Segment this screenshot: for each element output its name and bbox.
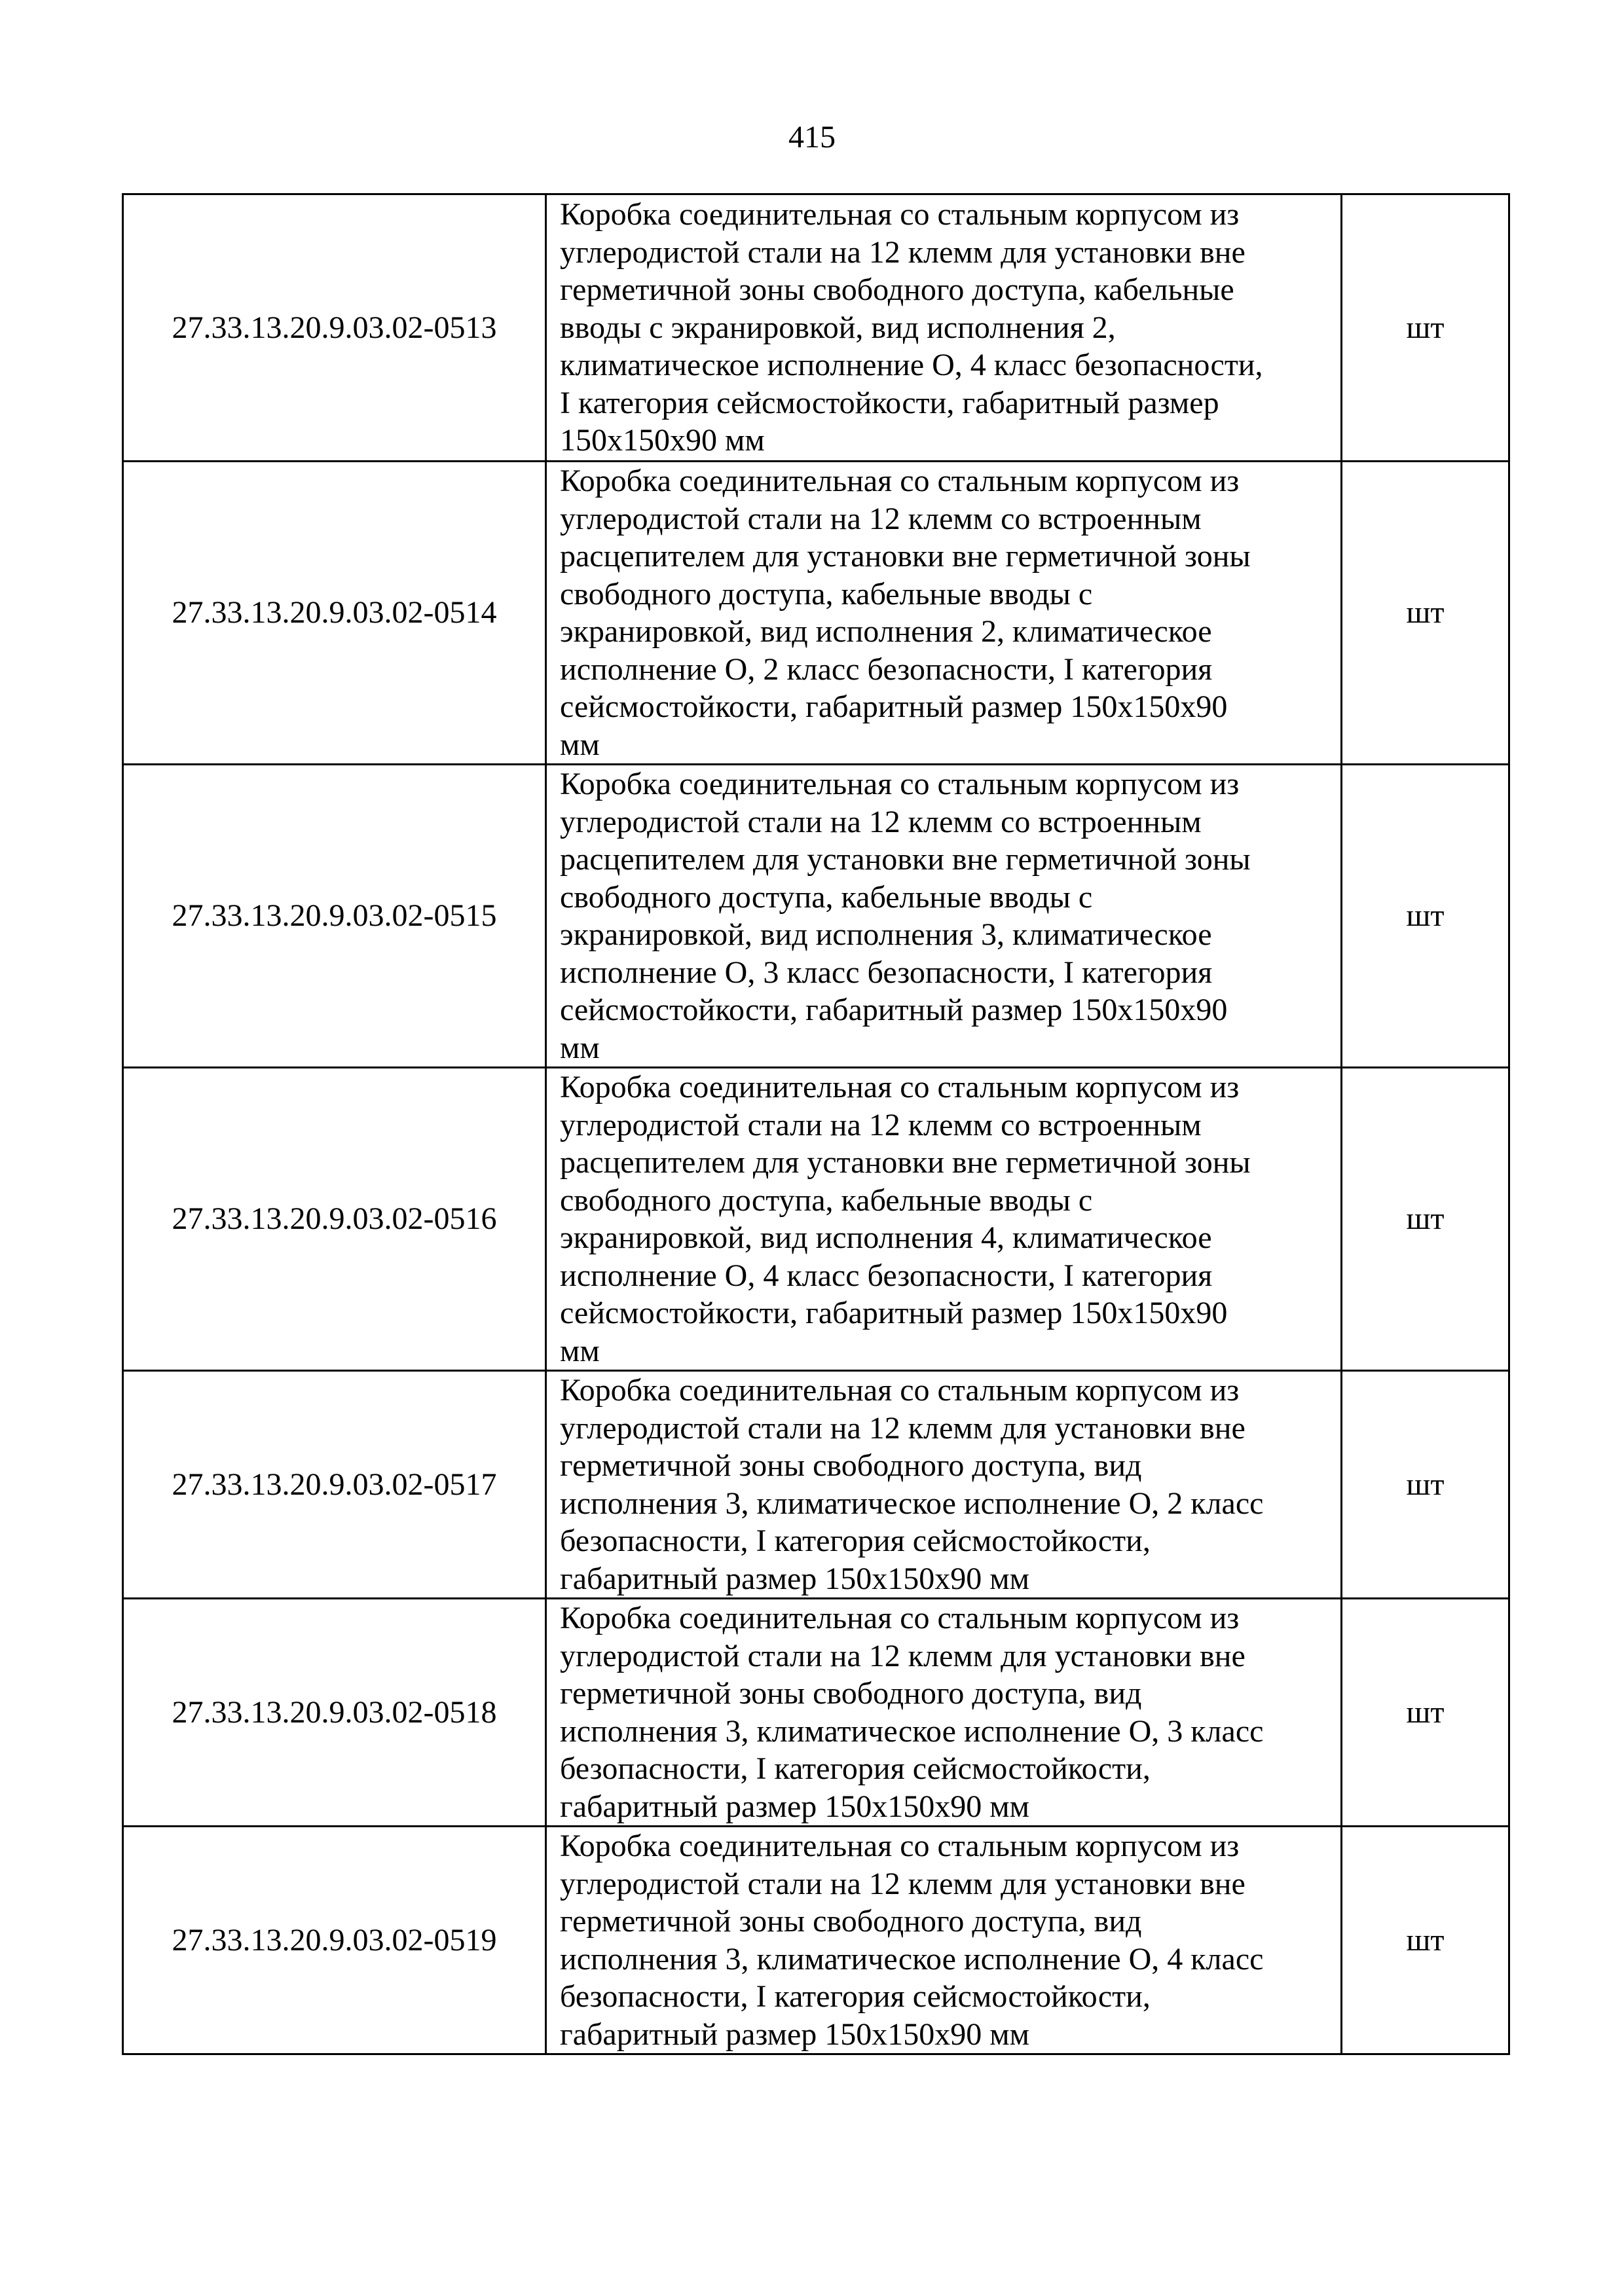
description-line: расцепителем для установки вне герметичной зоны: [560, 842, 1251, 877]
item-description: [546, 1599, 1342, 1827]
item-code: 27.33.13.20.9.03.02-0518: [123, 1599, 546, 1827]
item-description: [546, 462, 1342, 765]
description-line: герметичной зоны свободного доступа, кабельные: [560, 272, 1234, 308]
table-row: [123, 1371, 1509, 1599]
description-line: Коробка соединительная со стальным корпусом из: [560, 1373, 1240, 1408]
description-line: Коробка соединительная со стальным корпусом из: [560, 767, 1240, 801]
description-line: Коробка соединительная со стальным корпусом из: [560, 464, 1240, 498]
description-line: углеродистой стали на 12 клемм со встроенным: [560, 501, 1202, 536]
description-line: экранировкой, вид исполнения 2, климатическое: [560, 614, 1212, 649]
item-unit: шт: [1342, 462, 1509, 765]
item-code: 27.33.13.20.9.03.02-0514: [123, 462, 546, 765]
description-line: Коробка соединительная со стальным корпусом из: [560, 1070, 1240, 1104]
description-line: вводы с экранировкой, вид исполнения 2,: [560, 310, 1116, 345]
description-line: I категория сейсмостойкости, габаритный размер: [560, 385, 1219, 420]
description-line: Коробка соединительная со стальным корпусом из: [560, 1829, 1240, 1863]
description-line: исполнение О, 3 класс безопасности, I категория: [560, 955, 1213, 990]
description-line: экранировкой, вид исполнения 3, климатическое: [560, 917, 1212, 952]
item-code: 27.33.13.20.9.03.02-0513: [123, 194, 546, 462]
table-row: [123, 462, 1509, 765]
item-unit: шт: [1342, 1827, 1509, 2054]
description-line: габаритный размер 150x150x90 мм: [560, 1789, 1030, 1824]
item-code: 27.33.13.20.9.03.02-0517: [123, 1371, 546, 1599]
description-line: расцепителем для установки вне герметичной зоны: [560, 539, 1251, 574]
description-line: расцепителем для установки вне герметичной зоны: [560, 1145, 1251, 1180]
item-code: 27.33.13.20.9.03.02-0519: [123, 1827, 546, 2054]
description-line: мм: [560, 1030, 600, 1065]
description-line: углеродистой стали на 12 клемм со встроенным: [560, 1107, 1202, 1142]
item-description: [546, 1827, 1342, 2054]
page-number: 415: [788, 120, 836, 155]
table-row: [123, 1827, 1509, 2054]
item-description: [546, 1371, 1342, 1599]
description-line: углеродистой стали на 12 клемм для установки вне: [560, 1410, 1246, 1446]
description-line: герметичной зоны свободного доступа, вид: [560, 1904, 1142, 1939]
item-unit: шт: [1342, 765, 1509, 1068]
description-line: углеродистой стали на 12 клемм для установки вне: [560, 1866, 1246, 1901]
description-line: Коробка соединительная со стальным корпусом из: [560, 1601, 1240, 1635]
description-line: экранировкой, вид исполнения 4, климатическое: [560, 1220, 1212, 1255]
item-unit: шт: [1342, 194, 1509, 462]
item-description: [546, 1068, 1342, 1371]
description-line: герметичной зоны свободного доступа, вид: [560, 1448, 1142, 1483]
description-line: исполнения 3, климатическое исполнение О, 4 класс: [560, 1941, 1264, 1977]
description-line: углеродистой стали на 12 клемм для установки вне: [560, 234, 1246, 270]
table-row: [123, 194, 1509, 462]
table-row: [123, 1068, 1509, 1371]
item-code: 27.33.13.20.9.03.02-0516: [123, 1068, 546, 1371]
description-line: исполнения 3, климатическое исполнение О, 3 класс: [560, 1713, 1264, 1749]
description-line: углеродистой стали на 12 клемм со встроенным: [560, 804, 1202, 839]
description-line: свободного доступа, кабельные вводы с: [560, 1182, 1093, 1218]
description-line: исполнение О, 4 класс безопасности, I категория: [560, 1258, 1213, 1293]
table-row: [123, 1599, 1509, 1827]
description-line: исполнения 3, климатическое исполнение О, 2 класс: [560, 1485, 1264, 1521]
items-table: [122, 193, 1510, 2055]
description-line: мм: [560, 1333, 600, 1368]
item-unit: шт: [1342, 1068, 1509, 1371]
description-line: сейсмостойкости, габаритный размер 150x150x90: [560, 993, 1228, 1027]
description-line: климатическое исполнение О, 4 класс безопасности,: [560, 348, 1263, 383]
description-line: исполнение О, 2 класс безопасности, I категория: [560, 651, 1213, 687]
description-line: габаритный размер 150x150x90 мм: [560, 1561, 1030, 1596]
item-description: [546, 194, 1342, 462]
description-line: свободного доступа, кабельные вводы с: [560, 576, 1093, 611]
description-line: свободного доступа, кабельные вводы с: [560, 879, 1093, 915]
item-code: 27.33.13.20.9.03.02-0515: [123, 765, 546, 1068]
description-line: сейсмостойкости, габаритный размер 150x150x90: [560, 1296, 1228, 1330]
description-line: безопасности, I категория сейсмостойкости,: [560, 1979, 1151, 2014]
description-line: безопасности, I категория сейсмостойкости,: [560, 1523, 1151, 1558]
table-row: [123, 765, 1509, 1068]
description-line: 150x150x90 мм: [560, 423, 765, 458]
description-line: габаритный размер 150x150x90 мм: [560, 2016, 1030, 2052]
description-line: Коробка соединительная со стальным корпусом из: [560, 197, 1240, 232]
description-line: мм: [560, 727, 600, 762]
description-line: герметичной зоны свободного доступа, вид: [560, 1676, 1142, 1711]
item-description: [546, 765, 1342, 1068]
description-line: сейсмостойкости, габаритный размер 150x150x90: [560, 689, 1228, 724]
item-unit: шт: [1342, 1371, 1509, 1599]
description-line: безопасности, I категория сейсмостойкости,: [560, 1751, 1151, 1786]
description-line: углеродистой стали на 12 клемм для установки вне: [560, 1638, 1246, 1673]
item-unit: шт: [1342, 1599, 1509, 1827]
